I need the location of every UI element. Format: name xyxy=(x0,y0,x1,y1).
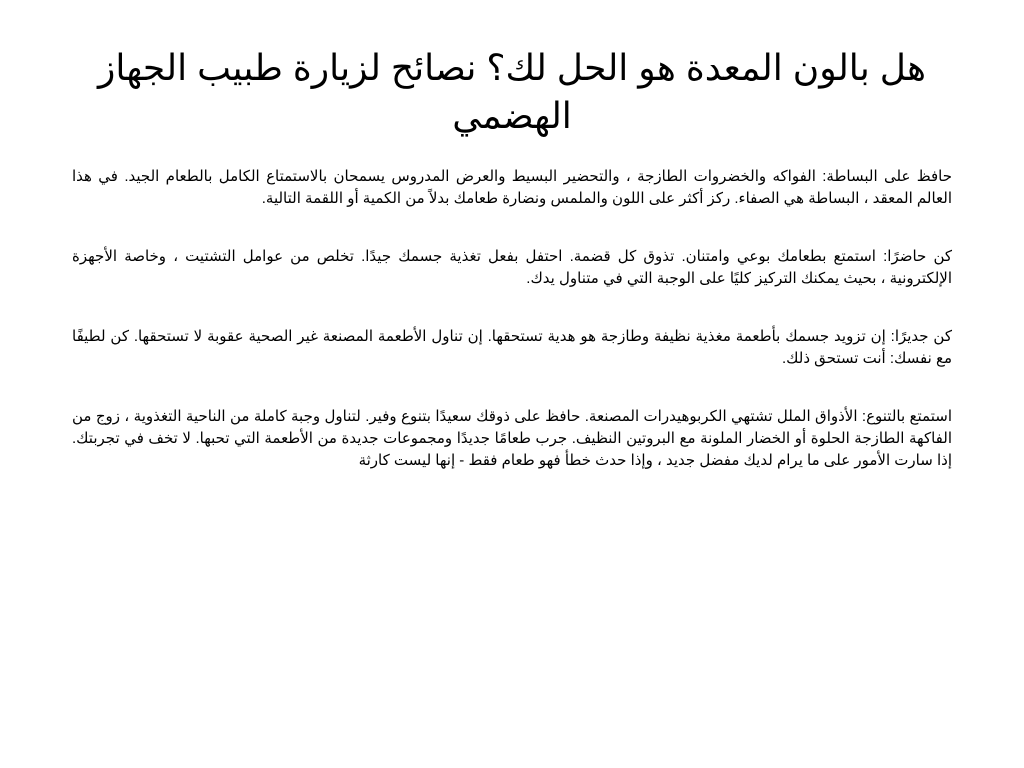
paragraph-variety: استمتع بالتنوع: الأذواق الملل تشتهي الكربوهيدرات المصنعة. حافظ على ذوقك سعيدًا بتنوع وفير. لتناول وجبة كاملة من الناحية التغذوية ، زوج من الفاكهة الطازجة الحلوة أو الخضار الملونة مع البروتين النظيف. جرب طعامًا جديدًا ومجموعات جديدة من الأطعمة التي تحبها. لا تخف في تجربتك. إذا سارت الأمور على ما يرام لديك مفضل جديد ، وإذا حدث خطأ فهو طعام فقط - إنها ليست كارثة xyxy=(72,408,952,469)
paragraph-presence: كن حاضرًا: استمتع بطعامك بوعي وامتنان. تذوق كل قضمة. احتفل بفعل تغذية جسمك جيدًا. تخلص من عوامل التشتيت ، وخاصة الأجهزة الإلكترونية ، بحيث يمكنك التركيز كليًا على الوجبة التي في متناول يدك. xyxy=(72,248,952,287)
slide-title: هل بالون المعدة هو الحل لك؟ نصائح لزيارة طبيب الجهاز الهضمي xyxy=(97,47,927,136)
slide-body xyxy=(72,166,952,508)
paragraph-simplicity: حافظ على البساطة: الفواكه والخضروات الطازجة ، والتحضير البسيط والعرض المدروس يسمحان بالاستمتاع الكامل بالطعام الجيد. في هذا العالم المعقد ، البساطة هي الصفاء. ركز أكثر على اللون والملمس ونضارة طعامك بدلاً من الكمية أو اللقمة التالية. xyxy=(72,168,952,207)
paragraph-worthiness: كن جديرًا: إن تزويد جسمك بأطعمة مغذية نظيفة وطازجة هو هدية تستحقها. إن تناول الأطعمة المصنعة غير الصحية عقوبة لا تستحقها. كن لطيفًا مع نفسك: أنت تستحق ذلك. xyxy=(72,328,952,367)
